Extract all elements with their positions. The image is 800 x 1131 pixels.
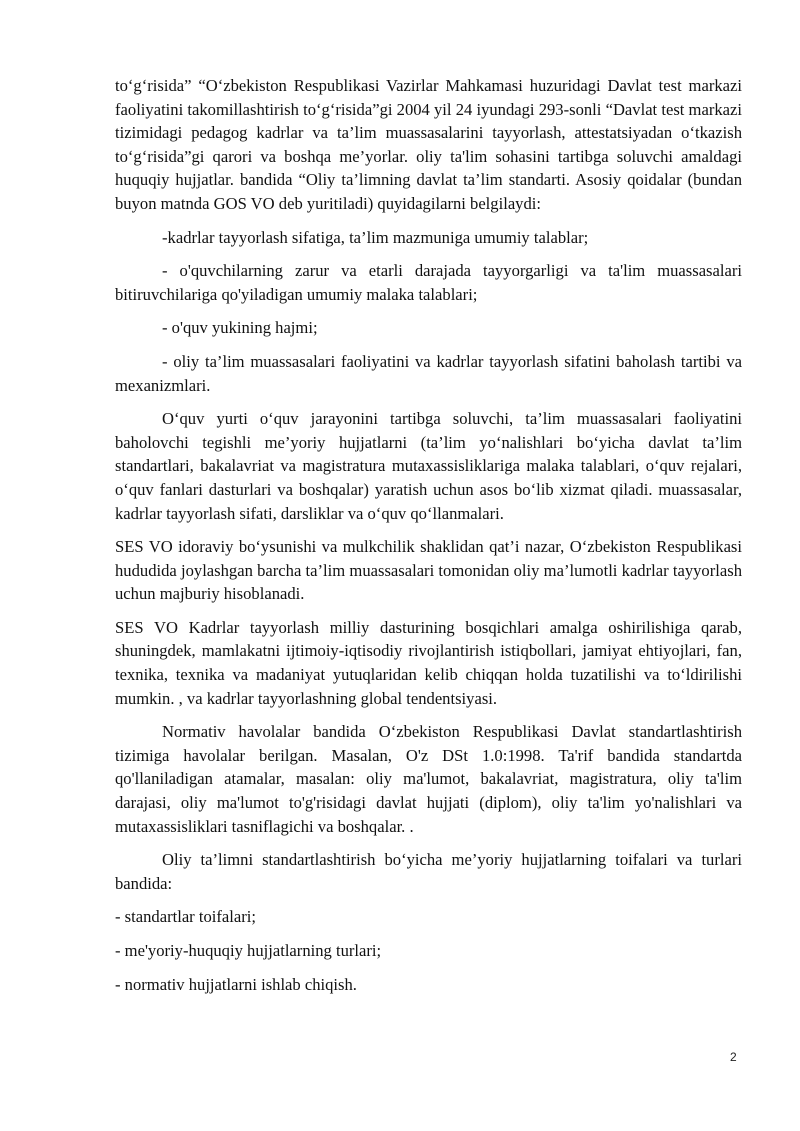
paragraph-list-item-development: - normativ hujjatlarni ishlab chiqish. bbox=[115, 974, 357, 994]
paragraph-list-item-document-types: - me'yoriy-huquqiy hujjatlarning turlari; bbox=[115, 941, 382, 960]
paragraph-list-item-requirements: -kadrlar tayyorlash sifatiga, ta’lim mazmuniga umumiy talablar; bbox=[162, 227, 589, 247]
paragraph-list-item-assessment: - oliy ta’lim muassasalari faoliyatini va kadrlar tayyorlash sifatini baholash tartibi va mexanizmlari. bbox=[115, 351, 742, 395]
paragraph-ses-adjustment: SES VO Kadrlar tayyorlash milliy dasturining bosqichlari amalga oshirilishiga qarab, shuningdek, mamlakatni ijtimoiy-iqtisodiy rivojlantirish istiqbollari, jamiyat ehtiyojlari, fan, texnika, texnika va madaniyat yutuqlaridan kelib chiqqan holda tuzatilishi va to‘ldirilishi mumkin. , va kadrlar tayyorlashning global tendentsiyasi. bbox=[115, 617, 742, 708]
paragraph-categories-intro: Oliy ta’limni standartlashtirish bo‘yicha me’yoriy hujjatlarning toifalari va turlari bandida: bbox=[115, 850, 742, 893]
document-body bbox=[115, 74, 742, 1006]
paragraph-basis: O‘quv yurti o‘quv jarayonini tartibga soluvchi, ta’lim muassasalari faoliyatini baholovchi tegishli me’yoriy hujjatlarni (ta’lim yo‘nalishlari bo‘yicha davlat ta’lim standartlari, bakalavriat va magistratura mutaxassisliklariga malaka talablari, o‘quv rejalari, o‘quv fanlari dasturlari va boshqalar) yaratish uchun asos bo‘lib xizmat qiladi. muassasalar, kadrlar tayyorlash sifati, darsliklar va o‘quv qo‘llanmalari. bbox=[115, 409, 742, 523]
paragraph-normative-references: Normativ havolalar bandida O‘zbekiston Respublikasi Davlat standartlashtirish tizimiga havolalar berilgan. Masalan, O'z DSt 1.0:1998. Ta'rif bandida standartda qo'llaniladigan atamalar, masalan: oliy ma'lumot, bakalavriat, magistratura, oliy ta'lim darajasi, oliy ma'lumot to'g'risidagi davlat hujjati (diplom), oliy ta'lim yo'nalishlari va mutaxassisliklari tasniflagichi va boshqalar. . bbox=[115, 722, 742, 836]
paragraph-intro: to‘g‘risida” “O‘zbekiston Respublikasi Vazirlar Mahkamasi huzuridagi Davlat test markazi faoliyatini takomillashtirish to‘g‘risida”gi 2004 yil 24 iyundagi 293-sonli “Davlat test markazi tizimidagi pedagog kadrlar va ta’lim muassasalarini tayyorlash, attestatsiyadan o‘tkazish to‘g‘risida”gi qarori va boshqa me’yorlar. oliy ta'lim sohasini tartibga soluvchi amaldagi huquqiy hujjatlar. bandida “Oliy ta’limning davlat ta’lim standarti. Asosiy qoidalar (bundan buyon matnda GOS VO deb yuritiladi) quyidagilarni belgilaydi: bbox=[115, 76, 742, 213]
paragraph-list-item-workload: - o'quv yukining hajmi; bbox=[162, 318, 318, 338]
paragraph-list-item-standard-categories: - standartlar toifalari; bbox=[115, 907, 256, 927]
paragraph-list-item-qualification: - o'quvchilarning zarur va etarli darajada tayyorgarligi va ta'lim muassasalari bitiruvchilariga qo'yiladigan umumiy malaka talablari; bbox=[115, 261, 742, 304]
paragraph-ses-mandatory: SES VO idoraviy bo‘ysunishi va mulkchilik shaklidan qat’i nazar, O‘zbekiston Respublikasi hududida joylashgan barcha ta’lim muassasalari tomonidan oliy ma’lumotli kadrlar tayyorlash uchun majburiy hisoblanadi. bbox=[115, 537, 742, 604]
page-number: 2 bbox=[730, 1050, 737, 1064]
